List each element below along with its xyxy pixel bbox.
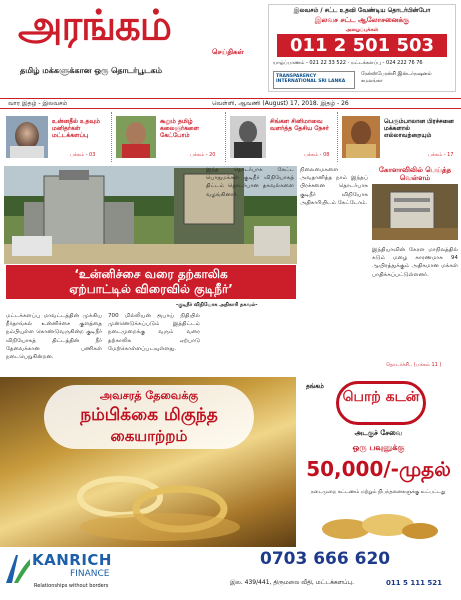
weekly-free-label: வார இதழ் - இலவசம் — [8, 100, 68, 107]
gold-coins-icon — [316, 501, 441, 543]
ad-headline-1: அவசரத் தேவைக்கு — [99, 389, 199, 402]
teaser-4-page: பக்கம் - 17 — [428, 152, 454, 158]
gold-jewellery-image — [0, 377, 296, 547]
gold-bangles-icon — [60, 457, 260, 545]
teaser-2-text: கூறும் தமிழ் கலைஞர்களை கேட்போம் — [160, 118, 200, 140]
main-headline-line-2: ஏற்பாட்டில் விரைவில் குடிநீர்’ — [69, 282, 233, 296]
ad-headline-bubble — [44, 385, 254, 449]
main-headline-credit: -குடிநீர் விநியோக அதிகாரி தகவல்- — [176, 302, 258, 308]
legal-aid-offer: இலவச சட்ட ஆலோசனைக்கு — [314, 16, 410, 24]
ad-contact-block — [200, 547, 461, 599]
legal-aid-ad[interactable] — [268, 4, 456, 92]
main-story-col-1: மட்டக்களப்பு மாவட்டத்தின் முக்கிய நீர்தாங்கல் உன்னிச்சை குளத்தை நம்பியுள்ள கொண்டுவருகின்ற குடிநீர் விநியோகத் திட்டத்தின் நீர் தேவைக்கான பணிகள் நடைபெறுகின்றன. — [6, 313, 102, 361]
teaser-4-photo — [342, 116, 380, 158]
masthead — [0, 0, 461, 95]
legal-aid-contacts: யாழ்ப்பாணம் - 021 22 33 522 · மட்டக்களப்பு - 024 222 76 76 — [273, 60, 423, 66]
teaser-1-photo — [6, 116, 48, 158]
ad-gold-word: தங்கம் — [306, 383, 324, 390]
side-story-body: இந்தியாவின் கேரள மாநிலத்தில் கடும் மழை காரணமாக 94 ஆயிரத்துக்கும் அதிகமான மக்கள் பாதிக்கப்பட்டுள்ளனர். — [372, 247, 458, 278]
kanrich-tagline: Relationships without borders — [34, 583, 109, 589]
date-bar — [0, 98, 461, 109]
gold-loan-badge — [336, 381, 426, 425]
ad-headline-3: கையாற்றம் — [110, 427, 188, 445]
main-story-col-3: இந்த தொடர்பாக கேட்ட பொதுமக்கள் குடிநீர் விநியோகத் திட்டம் தொடர்பான தகவல்களை வழங்கினார். — [206, 167, 294, 198]
legal-aid-organisation: ரேன்ஸ்பேரன்சி இன்டர்நஷனல் சுமலங்கா — [361, 71, 432, 84]
teaser-4-text: பெரும்பாலான பிரச்சனை மக்களால் எல்லாவற்றையும் — [384, 118, 454, 140]
teaser-2[interactable] — [114, 112, 226, 162]
teaser-3[interactable] — [228, 112, 338, 162]
gold-loan-ad[interactable] — [0, 377, 461, 600]
tagline: தமிழ் மக்களுக்கான ஒரு தொடர்பூடகம் — [20, 66, 163, 75]
ad-hotline[interactable]: 0703 666 620 — [260, 549, 391, 569]
legal-aid-phone[interactable]: 011 2 501 503 — [277, 34, 447, 57]
ad-terms: நடைமுறை கட்டணம் மற்றும் நிபந்தனைகளுக்கு உட்பட்டது — [310, 489, 446, 495]
ad-amount: 50,000/-முதல் — [306, 457, 451, 481]
issue-date: வெள்ளி, ஆவணி (August) 17, 2018. இதழ் - 26 — [212, 100, 349, 107]
kanrich-brand: KANRICH — [32, 551, 112, 569]
newspaper-logo[interactable]: அரங்கம் — [18, 1, 171, 51]
teaser-2-page: பக்கம் - 20 — [190, 152, 216, 158]
kanrich-mark-icon — [4, 553, 30, 585]
transparency-international-logo — [273, 71, 355, 89]
legal-aid-call-label: அழைப்புக்கள் — [345, 27, 379, 33]
kanrich-finance: FINANCE — [70, 569, 110, 579]
kanrich-logo[interactable] — [4, 547, 144, 595]
teaser-1-text: உன்னதீல் உதவும் மனிதர்கள் மட்டக்களப்பு — [52, 118, 100, 140]
main-story-col-4: நிலைமைகளை அவதானித்த நாம் இந்தப் பிரச்சனை தொடர்பாக குடிநீர் விநியோக அதிகாரியிடம் கேட்டோம். — [300, 167, 368, 206]
teaser-4[interactable] — [340, 112, 458, 162]
side-story-photo — [372, 184, 458, 240]
main-headline-line-1: ‘உன்னிச்சை வரை தற்காலிக — [74, 267, 228, 281]
logo-subtitle: செய்திகள் — [212, 48, 244, 56]
teaser-1-page: பக்கம் - 03 — [70, 152, 96, 158]
ad-office-phone[interactable]: 011 5 111 521 — [386, 579, 443, 587]
ti-logo-text: TRANSPARENCY INTERNATIONAL SRI LANKA — [276, 74, 346, 85]
ad-service: அடகுச் சேவை — [354, 429, 403, 437]
ad-headline-2: நம்பிக்கை மிகுந்த — [80, 405, 218, 425]
ad-per-sovereign: ஒரு பவுனுக்கு — [352, 443, 405, 452]
side-story-title: கோளாவிலில் பெய்த்த வெள்ளம் — [378, 166, 452, 183]
legal-aid-heading: இலவசம் / சட்ட உதவி வேண்டிய தொடர்பின்போ — [293, 7, 431, 14]
ad-offer-panel — [296, 377, 461, 547]
teaser-1[interactable] — [4, 112, 112, 162]
teaser-3-page: பக்கம் - 08 — [304, 152, 330, 158]
ad-address: இல. 439/441, திருமலை வீதி, மட்டக்களப்பு. — [230, 579, 355, 586]
side-story[interactable] — [372, 166, 458, 372]
teaser-3-text: சிங்கள சினிமாவை வளர்த்த தேசிய நேசர் — [270, 118, 329, 133]
teaser-3-photo — [230, 116, 266, 158]
teaser-2-photo — [116, 116, 156, 158]
gold-loan-title: பொற் கடன் — [342, 389, 420, 405]
side-story-continuation: தொடர்ச்சி.. (பக்கம் 11 ) — [386, 362, 442, 368]
main-story-col-2: 700 மில்லியன் ரூபாய் நிதியில் முன்னெடுக்கப்படும் இத்திட்டம் நடைமுறைக்கு வரும் வரை தற்காலிக ஏற்பாடு மேற்கொள்ளப்படவுள்ளது. — [108, 313, 200, 352]
